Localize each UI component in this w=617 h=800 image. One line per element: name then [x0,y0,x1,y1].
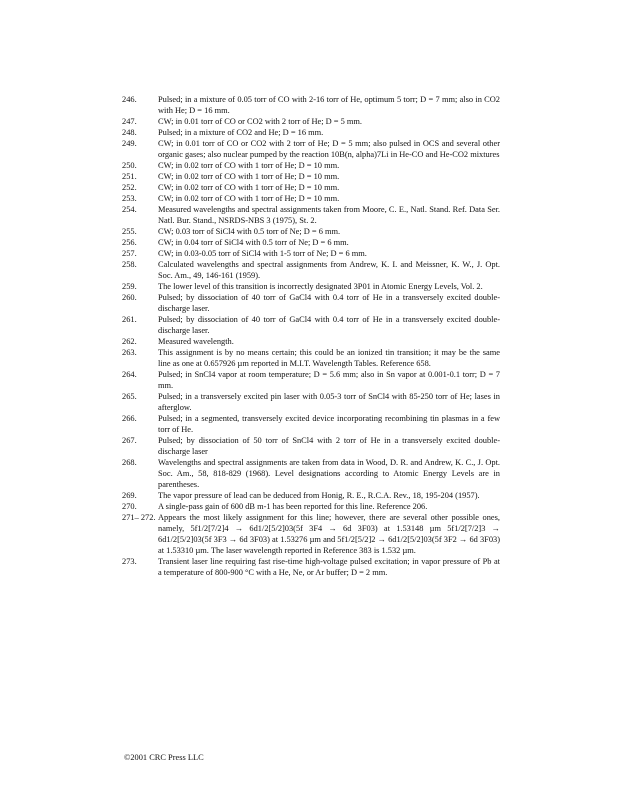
note-text: CW; in 0.04 torr of SiCl4 with 0.5 torr of Ne; D = 6 mm. [158,238,349,247]
note-number: 255. [122,227,137,236]
note-number: 269. [122,491,137,500]
note-text: Pulsed; in SnCl4 vapor at room temperature; D = 5.6 mm; also in Sn vapor at 0.001-0.1 torr; D = 7 mm. [158,370,500,390]
note-number: 267. [122,436,137,445]
note-item [122,413,500,435]
note-text: CW; in 0.01 torr of CO or CO2 with 2 torr of He; D = 5 mm; also pulsed in OCS and several other organic gases; also nuclear pumped by the reaction 10B(n, alpha)7Li in He-CO and He-CO2 mixtures [158,139,500,159]
note-number: 263. [122,348,137,357]
note-number: 256. [122,238,137,247]
note-number: 246. [122,95,137,104]
note-text: CW; in 0.02 torr of CO with 1 torr of He; D = 10 mm. [158,161,340,170]
note-text: Pulsed; by dissociation of 50 torr of SnCl4 with 2 torr of He in a transversely excited double-discharge laser [158,436,500,456]
note-number: 254. [122,205,137,214]
note-text: Pulsed; in a transversely excited pin laser with 0.05-3 torr of SnCl4 with 85-250 torr of He; lases in afterglow. [158,392,500,412]
note-number: 248. [122,128,137,137]
note-item [122,127,500,138]
note-item [122,512,500,556]
note-item [122,501,500,512]
note-number: 268. [122,458,137,467]
note-number: 273. [122,557,137,566]
note-text: Appears the most likely assignment for this line; however, there are several other possible ones, namely, 5f1/2[7/2]4 → 6d1/2[5/2]03(5f 3F4 → 6d 3F03) at 1.53148 µm 5f1/2[7/2]3 → 6d1/2[5/2]03(5f 3F3 → 6d 3F03) at 1.53276 µm and 5f1/2[5/2]2 → 6d1/2[5/2]03(5f 3F2 → 6d 3F03) at 1.53310 µm. The laser wavelength reported in Reference 383 is 1.532 µm. [158,513,500,555]
note-item [122,182,500,193]
note-text: CW; 0.03 torr of SiCl4 with 0.5 torr of Ne; D = 6 mm. [158,227,341,236]
note-number: 249. [122,139,137,148]
note-text: The vapor pressure of lead can be deduced from Honig, R. E., R.C.A. Rev., 18, 195-204 (1957). [158,491,480,500]
note-item [122,281,500,292]
note-item [122,259,500,281]
note-text: Pulsed; by dissociation of 40 torr of GaCl4 with 0.4 torr of He in a transversely excited double-discharge laser. [158,315,500,335]
note-text: Pulsed; in a mixture of CO2 and He; D = 16 mm. [158,128,324,137]
note-text: Wavelengths and spectral assignments are taken from data in Wood, D. R. and Andrew, K. C., J. Opt. Soc. Am., 58, 818-829 (1968). Level designations according to Atomic Energy Levels are in parentheses. [158,458,500,489]
note-item [122,171,500,182]
note-item [122,457,500,490]
note-item [122,347,500,369]
note-number: 252. [122,183,137,192]
note-item [122,490,500,501]
note-text: CW; in 0.02 torr of CO with 1 torr of He; D = 10 mm. [158,172,340,181]
note-number: 259. [122,282,137,291]
note-item [122,314,500,336]
note-item [122,248,500,259]
note-item [122,204,500,226]
note-text: Measured wavelength. [158,337,234,346]
note-text: Transient laser line requiring fast rise-time high-voltage pulsed excitation; in vapor pressure of Pb at a temperature of 800-900 °C with a He, Ne, or Ar buffer; D = 2 mm. [158,557,500,577]
note-text: CW; in 0.01 torr of CO or CO2 with 2 torr of He; D = 5 mm. [158,117,362,126]
note-number: 247. [122,117,137,126]
note-item [122,336,500,347]
note-number: 260. [122,293,137,302]
note-item [122,226,500,237]
note-number: 261. [122,315,137,324]
note-text: Pulsed; in a segmented, transversely excited device incorporating recombining tin plasmas in a few torr of He. [158,414,500,434]
note-number: 265. [122,392,137,401]
note-number: 250. [122,161,137,170]
note-item [122,292,500,314]
note-number: 253. [122,194,137,203]
note-number: 251. [122,172,137,181]
note-text: CW; in 0.03-0.05 torr of SiCl4 with 1-5 torr of Ne; D = 6 mm. [158,249,367,258]
note-text: A single-pass gain of 600 dB m-1 has been reported for this line. Reference 206. [158,502,428,511]
note-item [122,138,500,160]
note-text: Calculated wavelengths and spectral assignments from Andrew, K. I. and Meissner, K. W., J. Opt. Soc. Am., 49, 146-161 (1959). [158,260,500,280]
note-number: 264. [122,370,137,379]
note-number: 266. [122,414,137,423]
note-item [122,160,500,171]
note-item [122,369,500,391]
note-number: 271– 272. [122,513,156,522]
note-item [122,116,500,127]
note-number: 258. [122,260,137,269]
note-item [122,391,500,413]
note-text: CW; in 0.02 torr of CO with 1 torr of He; D = 10 mm. [158,194,340,203]
note-text: The lower level of this transition is incorrectly designated 3P01 in Atomic Energy Levels, Vol. 2. [158,282,483,291]
note-item [122,94,500,116]
note-item [122,435,500,457]
notes-list [122,94,500,578]
note-item [122,237,500,248]
note-text: Pulsed; by dissociation of 40 torr of GaCl4 with 0.4 torr of He in a transversely excited double-discharge laser. [158,293,500,313]
note-item [122,193,500,204]
note-number: 270. [122,502,137,511]
note-text: This assignment is by no means certain; this could be an ionized tin transition; it may be the same line as one at 0.657926 µm reported in M.I.T. Wavelength Tables. Reference 658. [158,348,500,368]
note-text: Pulsed; in a mixture of 0.05 torr of CO with 2-16 torr of He, optimum 5 torr; D = 7 mm; also in CO2 with He; D = 16 mm. [158,95,500,115]
note-number: 257. [122,249,137,258]
note-text: Measured wavelengths and spectral assignments taken from Moore, C. E., Natl. Stand. Ref. Data Ser. Natl. Bur. Stand., NSRDS-NBS 3 (1975), St. 2. [158,205,500,225]
note-item [122,556,500,578]
copyright-footer: ©2001 CRC Press LLC [124,753,204,762]
note-text: CW; in 0.02 torr of CO with 1 torr of He; D = 10 mm. [158,183,340,192]
note-number: 262. [122,337,137,346]
